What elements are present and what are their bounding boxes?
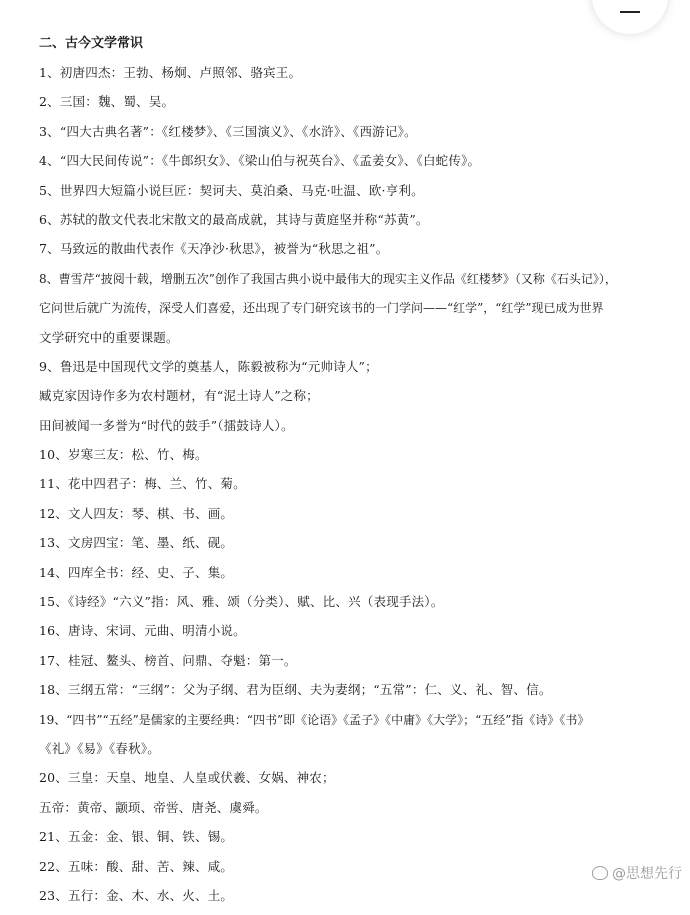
- text-line: 10、岁寒三友：松、竹、梅。: [39, 447, 208, 463]
- text-line: 6、苏轼的散文代表北宋散文的最高成就，其诗与黄庭坚并称“苏黄”。: [39, 211, 429, 227]
- text-line: 22、五味：酸、甜、苦、辣、咸。: [39, 858, 234, 874]
- text-line: 14、四库全书：经、史、子、集。: [39, 564, 234, 580]
- text-line: 13、文房四宝：笔、墨、纸、砚。: [39, 535, 234, 551]
- text-line: 7、马致远的散曲代表作《天净沙·秋思》，被誉为“秋思之祖”。: [39, 241, 389, 257]
- weibo-icon: [592, 866, 608, 880]
- text-line: 12、文人四友：琴、棋、书、画。: [39, 505, 234, 521]
- text-line: 五帝：黄帝、颛顼、帝喾、唐尧、虞舜。: [39, 799, 268, 815]
- text-line: 田间被闻一多誉为“时代的鼓手”（擂鼓诗人）。: [39, 417, 294, 433]
- text-line: 17、桂冠、鳌头、榜首、问鼎、夺魁：第一。: [39, 652, 297, 668]
- text-line: 20、三皇：天皇、地皇、人皇或伏羲、女娲、神农；: [39, 770, 335, 786]
- content-lines: [39, 63, 679, 915]
- text-line: 文学研究中的重要课题。: [39, 329, 179, 345]
- text-line: 2、三国：魏、蜀、吴。: [39, 94, 175, 110]
- document-body: [39, 34, 679, 915]
- collapse-button[interactable]: [592, 0, 668, 34]
- text-line: 1、初唐四杰：王勃、杨炯、卢照邻、骆宾王。: [39, 65, 302, 80]
- text-line: 臧克家因诗作多为农村题材，有“泥土诗人”之称；: [39, 388, 319, 404]
- text-line: 23、五行：金、木、水、火、土。: [39, 887, 234, 903]
- text-line: 4、“四大民间传说”：《牛郎织女》、《梁山伯与祝英台》、《孟姜女》、《白蛇传》。: [39, 153, 481, 169]
- watermark: [592, 863, 682, 883]
- text-line: 《礼》《易》《春秋》。: [39, 740, 160, 756]
- text-line: 18、三纲五常：“三纲”：父为子纲、君为臣纲、夫为妻纲；“五常”：仁、义、礼、智、信。: [39, 682, 552, 698]
- text-line: 19、“四书”“五经”是儒家的主要经典：“四书”即《论语》《孟子》《中庸》《大学》；“五经”指《诗》《书》: [39, 712, 590, 727]
- minus-icon: [620, 11, 640, 13]
- text-line: 它问世后就广为流传，深受人们喜爱，还出现了专门研究该书的一门学问——“红学”，“红学”现已成为世界: [39, 301, 604, 316]
- text-line: 5、世界四大短篇小说巨匠：契诃夫、莫泊桑、马克·吐温、欧·亨利。: [39, 182, 424, 198]
- text-line: 21、五金：金、银、铜、铁、锡。: [39, 829, 234, 845]
- text-line: 8、曹雪芹“披阅十载，增删五次”创作了我国古典小说中最伟大的现实主义作品《红楼梦》（又称《石头记》），: [39, 271, 617, 286]
- text-line: 9、鲁迅是中国现代文学的奠基人，陈毅被称为“元帅诗人”；: [39, 358, 378, 374]
- text-line: 3、“四大古典名著”：《红楼梦》、《三国演义》、《水浒》、《西游记》。: [39, 123, 417, 139]
- text-line: 11、花中四君子：梅、兰、竹、菊。: [39, 476, 246, 492]
- section-heading: 二、古今文学常识: [39, 36, 144, 51]
- watermark-text: @思想先行: [612, 866, 682, 882]
- text-line: 15、《诗经》“六义”指：风、雅、颂（分类）、赋、比、兴（表现手法）。: [39, 594, 444, 610]
- text-line: 16、唐诗、宋词、元曲、明清小说。: [39, 623, 246, 639]
